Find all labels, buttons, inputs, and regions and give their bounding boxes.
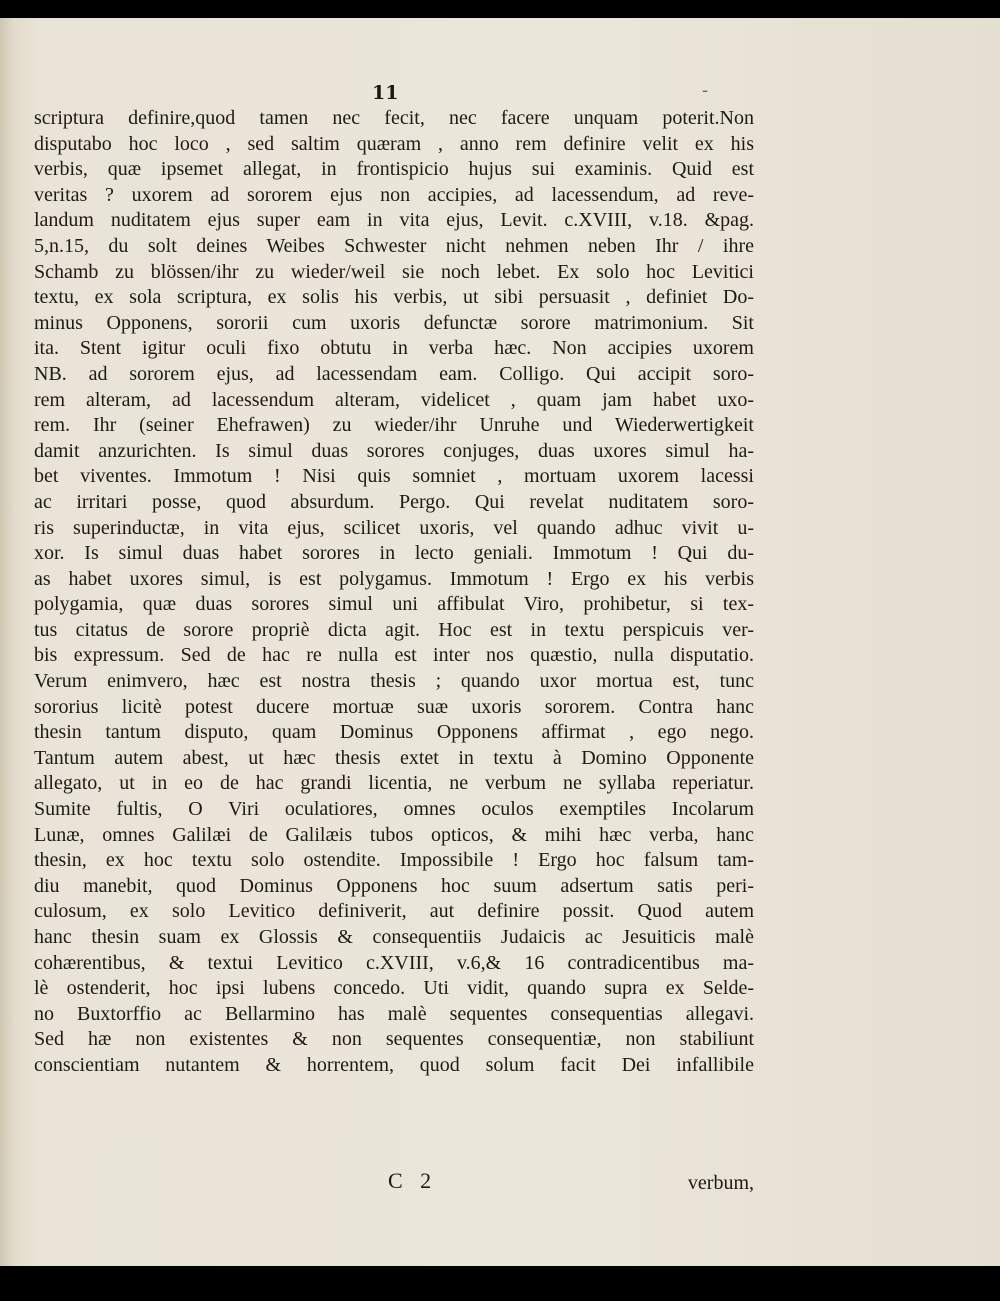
text-line: ris superinductæ, in vita ejus, scilicet uxoris, vel quando adhuc vivit u-	[34, 516, 754, 539]
text-line: Lunæ, omnes Galilæi de Galilæis tubos opticos, & mihi hæc verba, hanc	[34, 823, 754, 846]
text-line: Schamb zu blössen/ihr zu wieder/weil sie noch lebet. Ex solo hoc Levitici	[34, 260, 754, 283]
text-line: allegato, ut in eo de hac grandi licentia, ne verbum ne syllaba reperiatur.	[34, 772, 754, 795]
text-line: veritas ? uxorem ad sororem ejus non accipies, ad lacessendum, ad reve-	[34, 183, 754, 206]
text-line: Tantum autem abest, ut hæc thesis extet in textu à Domino Opponente	[34, 746, 754, 769]
text-line: bet viventes. Immotum ! Nisi quis somniet , mortuam uxorem lacessi	[34, 465, 754, 488]
text-line: 5,n.15, du solt deines Weibes Schwester nicht nehmen neben Ihr / ihre	[34, 234, 754, 257]
text-line: diu manebit, quod Dominus Opponens hoc suum adsertum satis peri-	[34, 874, 754, 897]
text-line: as habet uxores simul, is est polygamus. Immotum ! Ergo ex his verbis	[34, 567, 754, 590]
text-line: Sed hæ non existentes & non sequentes consequentiæ, non stabiliunt	[34, 1028, 754, 1051]
document-page	[0, 18, 1000, 1266]
text-line: minus Opponens, sororii cum uxoris defunctæ sorore matrimonium. Sit	[34, 311, 754, 334]
signature-mark: C 2	[388, 1168, 438, 1193]
text-line: verbis, quæ ipsemet allegat, in frontispicio hujus sui examinis. Quid est	[34, 158, 754, 181]
text-line: ita. Stent igitur oculi fixo obtutu in verba hæc. Non accipies uxorem	[34, 337, 754, 360]
text-line: xor. Is simul duas habet sorores in lecto geniali. Immotum ! Qui du-	[34, 542, 754, 565]
text-line: cohærentibus, & textui Levitico c.XVIII, v.6,& 16 contradicentibus ma-	[34, 951, 754, 974]
text-line: disputabo hoc loco , sed saltim quæram , anno rem definire velit ex his	[34, 132, 754, 155]
text-line: damit anzurichten. Is simul duas sorores conjuges, duas uxores simul ha-	[34, 439, 754, 462]
text-line: NB. ad sororem ejus, ad lacessendam eam. Colligo. Qui accipit soro-	[34, 362, 754, 385]
text-line: sororius licitè potest ducere mortuæ suæ uxoris sororem. Contra hanc	[34, 695, 754, 718]
text-line: rem. Ihr (seiner Ehefrawen) zu wieder/ihr Unruhe und Wiederwertigkeit	[34, 414, 754, 437]
text-line: conscientiam nutantem & horrentem, quod solum facit Dei infallibile	[34, 1053, 754, 1076]
text-line: no Buxtorffio ac Bellarmino has malè sequentes consequentias allegavi.	[34, 1002, 754, 1025]
text-line: Verum enimvero, hæc est nostra thesis ; quando uxor mortua est, tunc	[34, 670, 754, 693]
catchword: verbum,	[687, 1172, 754, 1194]
page-number: 11	[372, 82, 399, 104]
text-line: ac irritari posse, quod absurdum. Pergo. Qui revelat nuditatem soro-	[34, 490, 754, 513]
text-line: tus citatus de sorore propriè dicta agit. Hoc est in textu perspicuis ver-	[34, 618, 754, 641]
text-line: lè ostenderit, hoc ipsi lubens concedo. Uti vidit, quando supra ex Selde-	[34, 977, 754, 1000]
text-line: scriptura definire,quod tamen nec fecit, nec facere unquam poterit.Non	[34, 107, 754, 129]
text-line: rem alteram, ad lacessendum alteram, videlicet , quam jam habet uxo-	[34, 388, 754, 411]
text-line: thesin tantum disputo, quam Dominus Opponens affirmat , ego nego.	[34, 721, 754, 744]
text-line: hanc thesin suam ex Glossis & consequentiis Judaicis ac Jesuiticis malè	[34, 926, 754, 948]
text-line: Sumite fultis, O Viri oculatiores, omnes oculos exemptiles Incolarum	[34, 798, 754, 821]
margin-mark: -	[702, 80, 709, 101]
body-text	[34, 106, 754, 1079]
text-line: bis expressum. Sed de hac re nulla est inter nos quæstio, nulla disputatio.	[34, 644, 754, 667]
text-line: landum nuditatem ejus super eam in vita ejus, Levit. c.XVIII, v.18. &pag.	[34, 209, 754, 232]
text-line: culosum, ex solo Levitico definiverit, aut definire possit. Quod autem	[34, 900, 754, 923]
text-line: polygamia, quæ duas sorores simul uni affibulat Viro, prohibetur, si tex-	[34, 593, 754, 616]
text-line: textu, ex sola scriptura, ex solis his verbis, ut sibi persuasit , definiet Do-	[34, 286, 754, 309]
text-line: thesin, ex hoc textu solo ostendite. Impossibile ! Ergo hoc falsum tam-	[34, 849, 754, 872]
page-footer	[34, 1168, 754, 1196]
